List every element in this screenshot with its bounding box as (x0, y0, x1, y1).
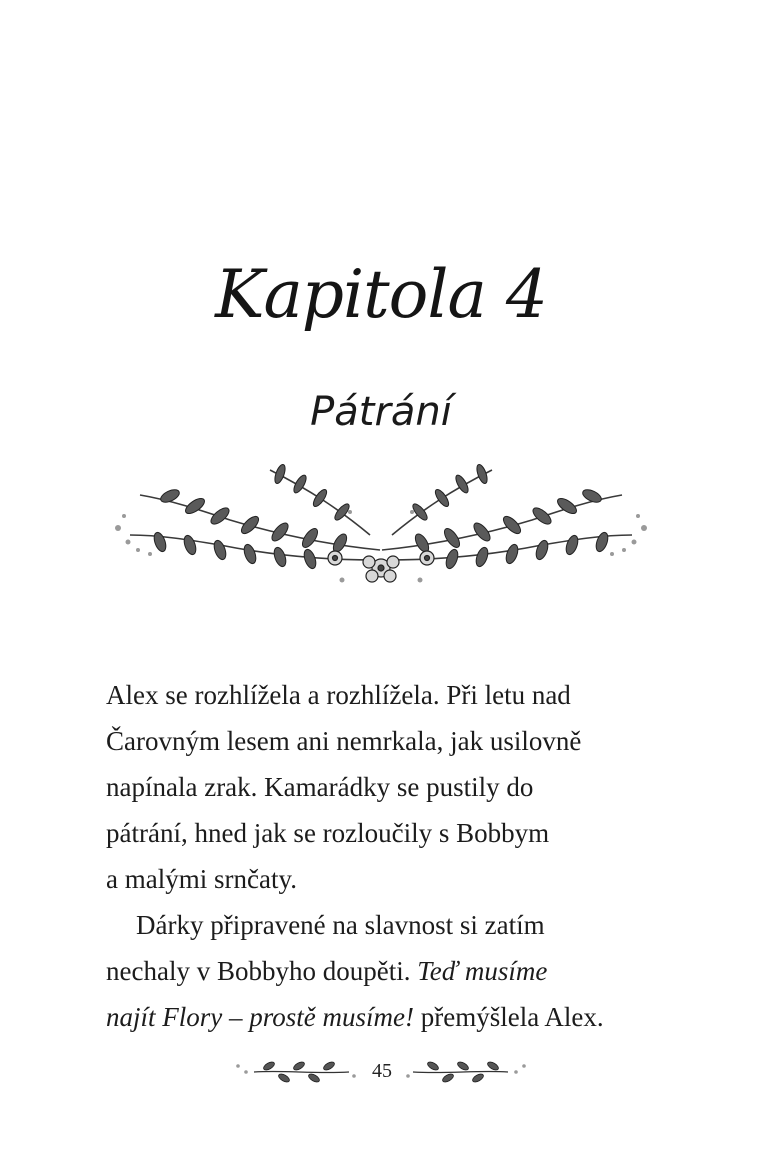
text-line (106, 948, 666, 994)
text-line: Alex se rozhlížela a rozhlížela. Při letu nad (106, 680, 571, 710)
leafy-vine-ornament-icon (110, 450, 652, 600)
text-span: nechaly v Bobbyho doupěti. (106, 956, 418, 986)
italic-thought: najít Flory – prostě musíme! (106, 1002, 414, 1032)
leaf-sprig-icon (400, 1056, 528, 1086)
page-number: 45 (372, 1060, 392, 1082)
text-line: napínala zrak. Kamarádky se pustily do (106, 772, 534, 802)
text-line (106, 994, 666, 1040)
italic-thought: Teď musíme (417, 956, 548, 986)
text-line: pátrání, hned jak se rozloučily s Bobbym (106, 818, 550, 848)
chapter-subtitle: Pátrání (310, 389, 452, 435)
chapter-title: Kapitola 4 (215, 256, 547, 333)
body-text (106, 672, 666, 1040)
leaf-sprig-icon (234, 1056, 362, 1086)
text-line: a malými srnčaty. (106, 864, 297, 894)
text-line: Dárky připravené na slavnost si zatím (136, 910, 545, 940)
text-line: Čarovným lesem ani nemrkala, jak usilovně (106, 726, 582, 756)
text-span: přemýšlela Alex. (413, 1002, 604, 1032)
